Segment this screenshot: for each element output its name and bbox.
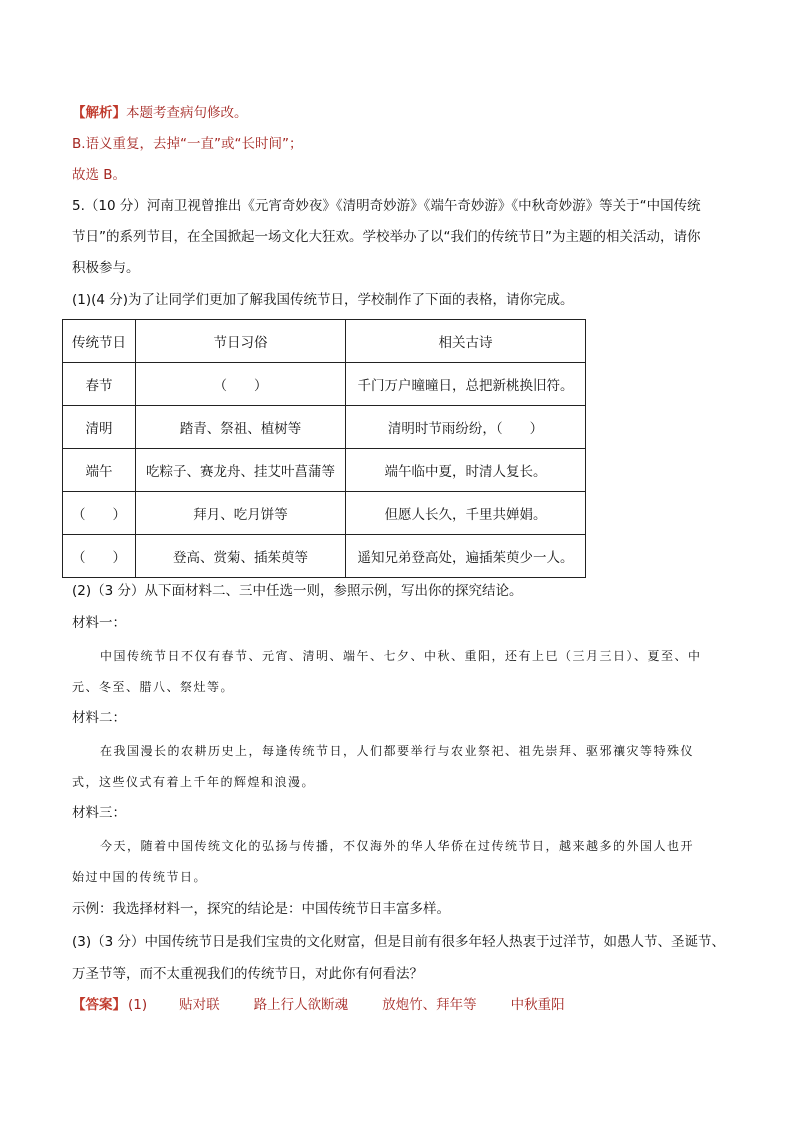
- sub-question-1: (1)(4 分)为了让同学们更加了解我国传统节日，学校制作了下面的表格，请你完成。: [72, 292, 574, 308]
- festival-table: [62, 319, 586, 578]
- cell-festival: 春节: [63, 363, 136, 406]
- answer-3: 放炮竹、拜年等: [382, 997, 477, 1013]
- table-row: [63, 449, 586, 492]
- sub-question-3-line2: 万圣节等，而不太重视我们的传统节日，对此你有何看法？: [72, 966, 423, 982]
- analysis-choose: 故选 B。: [72, 167, 127, 183]
- sub-question-3-line1: (3)（3 分）中国传统节日是我们宝贵的文化财富，但是目前有很多年轻人热衷于过洋节，如愚人节、圣诞节、: [72, 934, 726, 950]
- table-row: [63, 363, 586, 406]
- table-row: [63, 535, 586, 578]
- answer-line: [72, 996, 732, 1014]
- material3-line1: 今天，随着中国传统文化的弘扬与传播，不仅海外的华人华侨在过传统节日，越来越多的外国人也开: [100, 839, 695, 853]
- answer-1: 贴对联: [179, 997, 220, 1013]
- cell-customs: （ ）: [136, 363, 346, 406]
- cell-poem: 遥知兄弟登高处，遍插茱萸少一人。: [346, 535, 586, 578]
- header-festival: 传统节日: [63, 320, 136, 363]
- answer-2: 路上行人欲断魂: [253, 997, 349, 1013]
- cell-customs: 踏青、祭祖、植树等: [136, 406, 346, 449]
- cell-poem: 清明时节雨纷纷，（ ）: [346, 406, 586, 449]
- question5-line1: 5.（10 分）河南卫视曾推出《元宵奇妙夜》《清明奇妙游》《端午奇妙游》《中秋奇妙游》等关于“中国传统: [72, 198, 701, 214]
- analysis-line: [72, 104, 732, 122]
- table-row: [63, 492, 586, 535]
- cell-poem: 但愿人长久，千里共婵娟。: [346, 492, 586, 535]
- question5-line3: 积极参与。: [72, 260, 140, 276]
- sub-question-2: (2)（3 分）从下面材料二、三中任选一则，参照示例，写出你的探究结论。: [72, 583, 523, 599]
- answer-tag: 【答案】: [72, 997, 126, 1013]
- material3-line2: 始过中国的传统节日。: [72, 870, 208, 884]
- material2-label: 材料二：: [72, 710, 126, 726]
- material1-label: 材料一：: [72, 615, 126, 631]
- cell-poem: 千门万户曈曈日，总把新桃换旧符。: [346, 363, 586, 406]
- cell-festival: （ ）: [63, 535, 136, 578]
- analysis-b-line: B.语义重复，去掉“一直”或“长时间”；: [72, 136, 303, 152]
- analysis-tag: 【解析】: [72, 105, 126, 121]
- material3-label: 材料三：: [72, 805, 126, 821]
- cell-festival: （ ）: [63, 492, 136, 535]
- table-row: [63, 406, 586, 449]
- analysis-text: 本题考查病句修改。: [126, 105, 248, 121]
- cell-festival: 清明: [63, 406, 136, 449]
- cell-customs: 登高、赏菊、插茱萸等: [136, 535, 346, 578]
- cell-festival: 端午: [63, 449, 136, 492]
- header-customs: 节日习俗: [136, 320, 346, 363]
- cell-poem: 端午临中夏，时清人复长。: [346, 449, 586, 492]
- header-poems: 相关古诗: [346, 320, 586, 363]
- answer-num: (1): [128, 997, 148, 1013]
- table-header-row: [63, 320, 586, 363]
- answer-4: 中秋重阳: [510, 997, 565, 1013]
- question5-line2: 节日”的系列节目，在全国掀起一场文化大狂欢。学校举办了以“我们的传统节日”为主题的相关活动，请你: [72, 229, 701, 245]
- cell-customs: 吃粽子、赛龙舟、挂艾叶菖蒲等: [136, 449, 346, 492]
- material1-line2: 元、冬至、腊八、祭灶等。: [72, 680, 235, 694]
- cell-customs: 拜月、吃月饼等: [136, 492, 346, 535]
- material2-line1: 在我国漫长的农耕历史上，每逢传统节日，人们都要举行与农业祭祀、祖先崇拜、驱邪禳灾等特殊仪: [100, 744, 695, 758]
- example-line: 示例：我选择材料一，探究的结论是：中国传统节日丰富多样。: [72, 901, 450, 917]
- material2-line2: 式，这些仪式有着上千年的辉煌和浪漫。: [72, 775, 316, 789]
- material1-line1: 中国传统节日不仅有春节、元宵、清明、端午、七夕、中秋、重阳，还有上巳（三月三日）、夏至、中: [100, 649, 702, 663]
